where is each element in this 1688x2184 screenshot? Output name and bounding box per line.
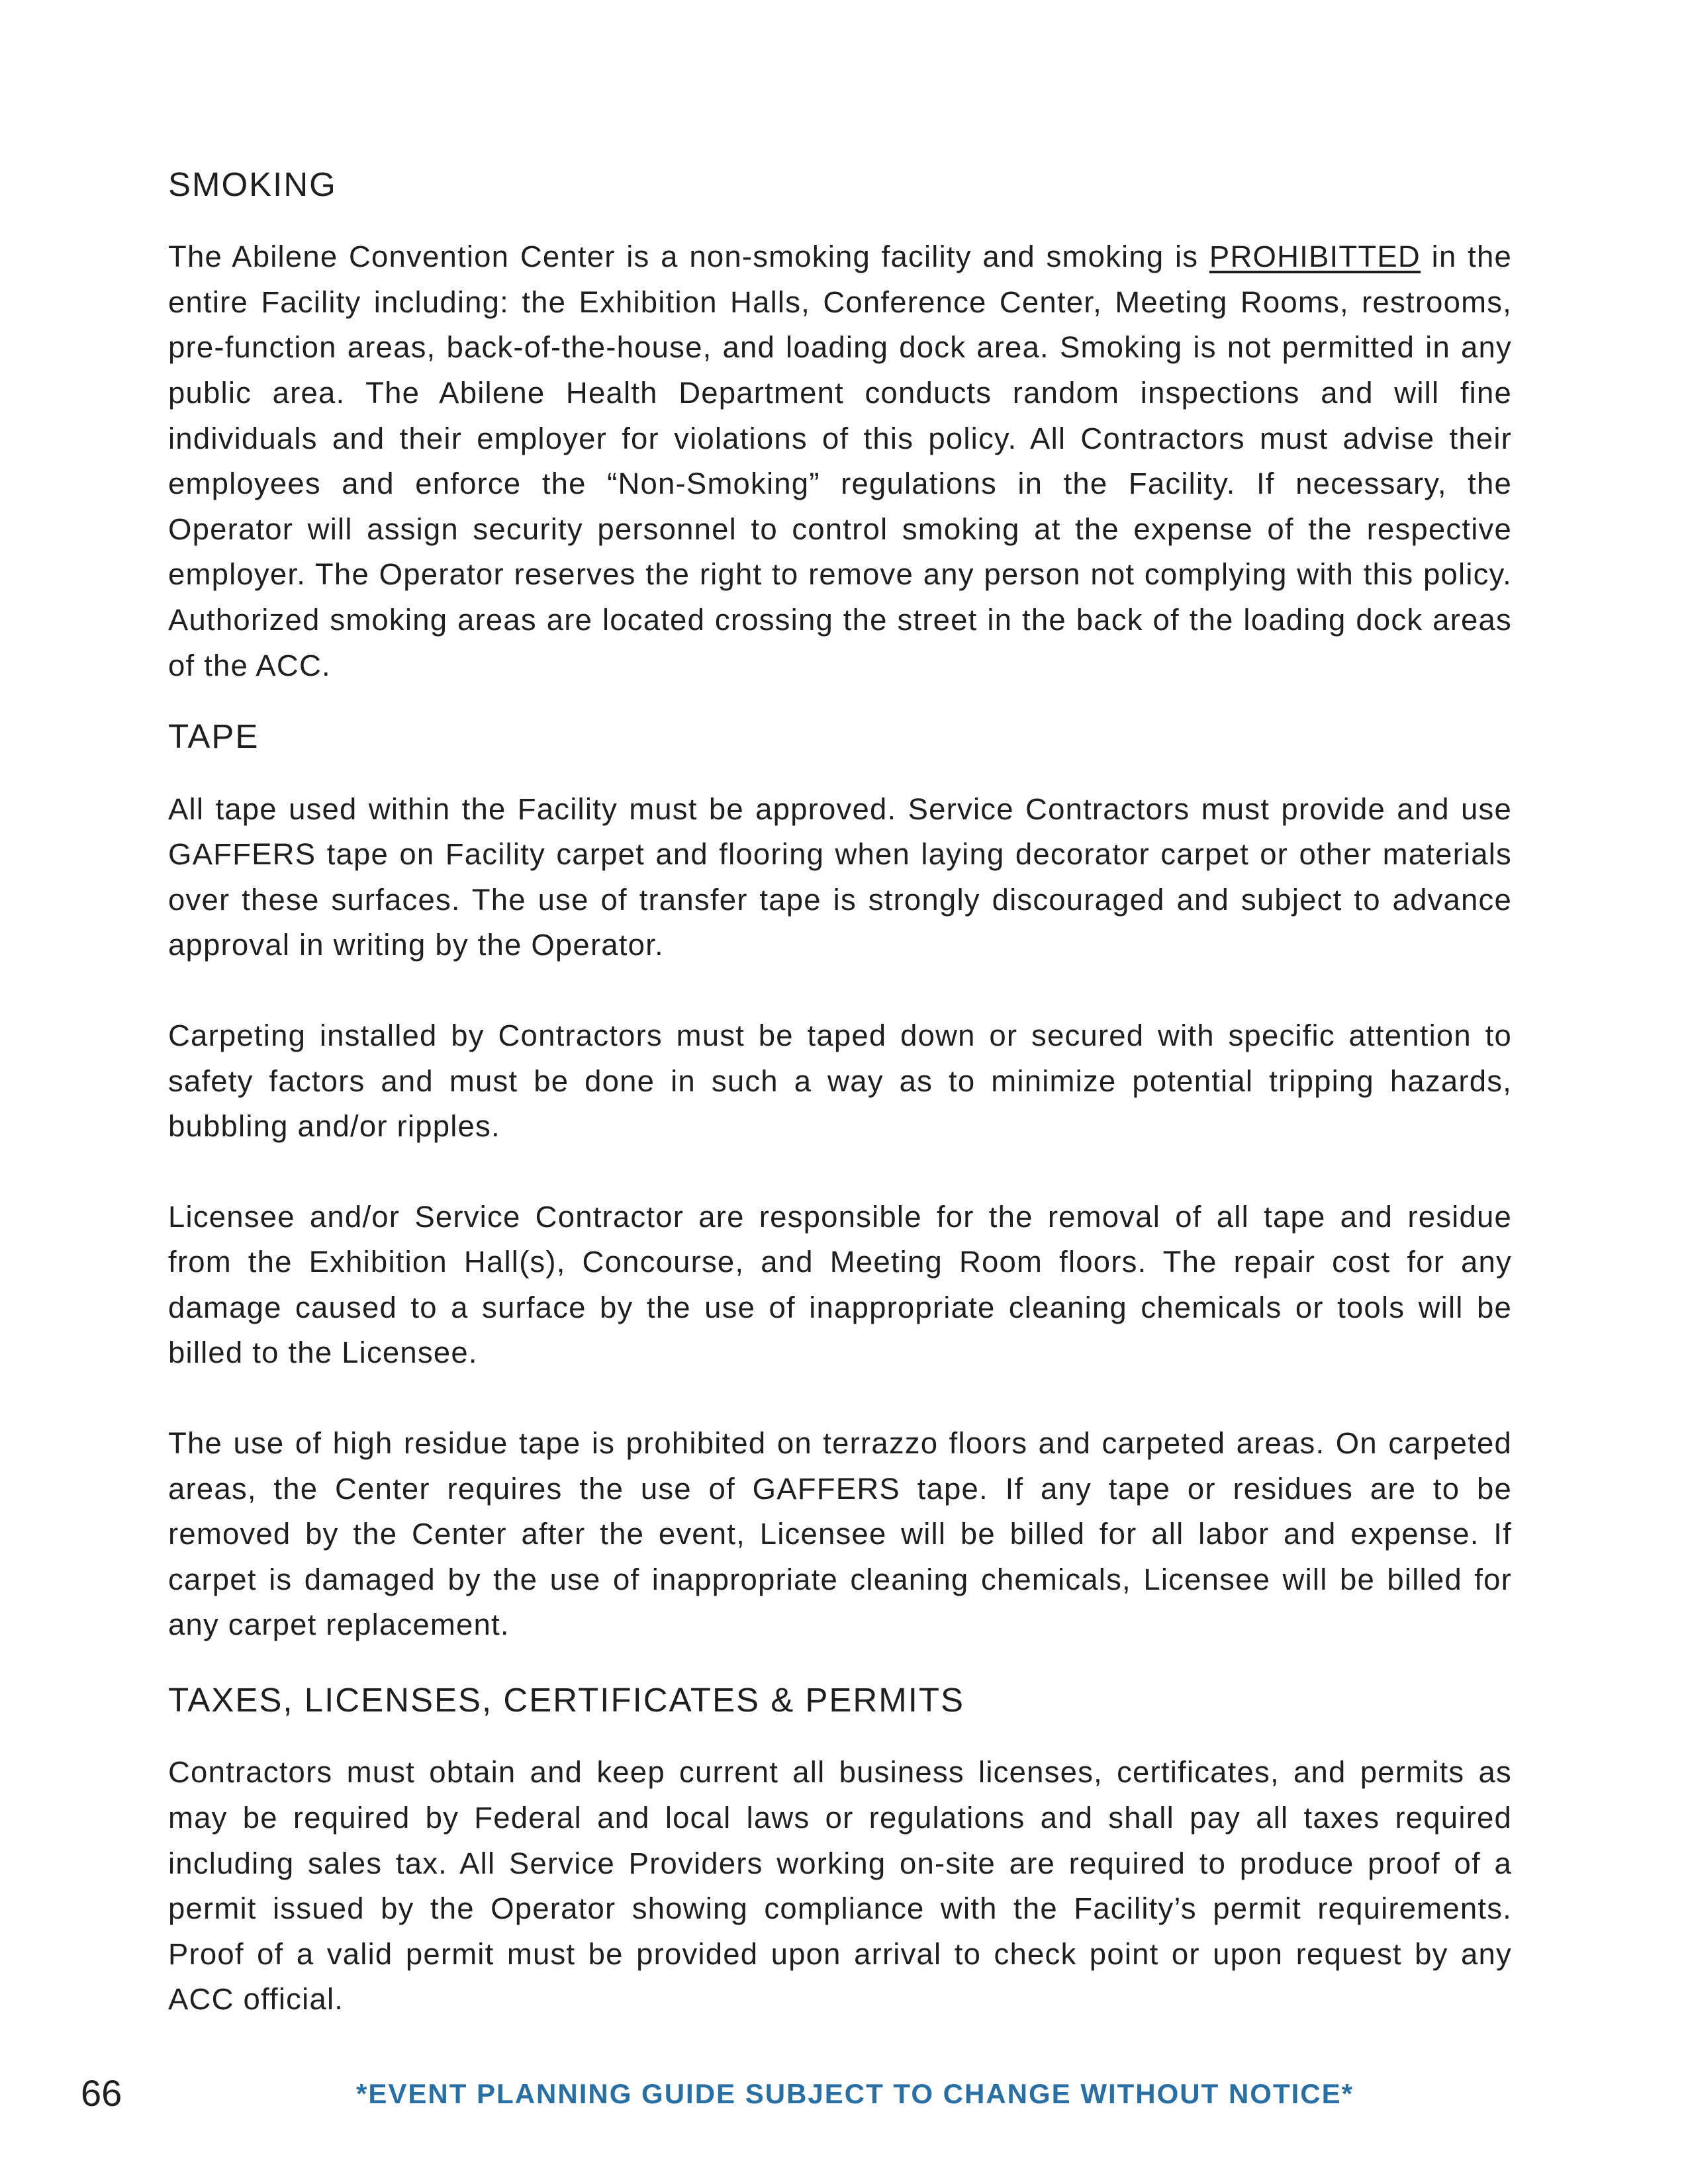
section-heading-tape: TAPE [168, 717, 259, 756]
section-heading-smoking: SMOKING [168, 165, 337, 203]
paragraph-tape-2: Carpeting installed by Contractors must be taped down or secured with specific attention to safety factors and must be done in such a way as to minimize potential tripping hazards, bubbling and/or ripples. [168, 1018, 1512, 1144]
prohibited-underlined: PROHIBITTED [1209, 240, 1421, 274]
paragraph-taxes: Contractors must obtain and keep current all business licenses, certificates, and permits as may be required by Federal and local laws or regulations and shall pay all taxes required including sales tax. All Service Providers working on-site are required to produce proof of a permit issued by the Operator showing compliance with the Facility’s permit requirements. Proof of a valid permit must be provided upon arrival to check point or upon request by any ACC official. [168, 1755, 1512, 2017]
document-body [168, 159, 1512, 2023]
smoking-text-start: The Abilene Convention Center is a non-smoking facility and smoking is [168, 240, 1209, 274]
paragraph-tape-4: The use of high residue tape is prohibited on terrazzo floors and carpeted areas. On carpeted areas, the Center requires the use of GAFFERS tape. If any tape or residues are to be removed by the Center after the event, Licensee will be billed for all labor and expense. If carpet is damaged by the use of inappropriate cleaning chemicals, Licensee will be billed for any carpet replacement. [168, 1426, 1512, 1642]
section-heading-taxes: TAXES, LICENSES, CERTIFICATES & PERMITS [168, 1681, 965, 1719]
paragraph-tape-3: Licensee and/or Service Contractor are responsible for the removal of all tape and residue from the Exhibition Hall(s), Concourse, and Meeting Room floors. The repair cost for any damage caused to a surface by the use of inappropriate cleaning chemicals or tools will be billed to the Licensee. [168, 1199, 1512, 1370]
footer-disclaimer: *EVENT PLANNING GUIDE SUBJECT TO CHANGE WITHOUT NOTICE* [356, 2078, 1354, 2109]
paragraph-smoking [168, 234, 1512, 688]
page-number: 66 [81, 2072, 122, 2114]
smoking-text-end: in the entire Facility including: the Exhibition Halls, Conference Center, Meeting Rooms, restrooms, pre-function areas, back-of-the-house, and loading dock area. Smoking is not permitted in any public area. The Abilene Health Department conducts random inspections and will fine individuals and their employer for violations of this policy. All Contractors must advise their employees and enforce the “Non-Smoking” regulations in the Facility. If necessary, the Operator will assign security personnel to control smoking at the expense of the respective employer. The Operator reserves the right to remove any person not complying with this policy. Authorized smoking areas are located crossing the street in the back of the loading dock areas of the ACC. [168, 240, 1512, 682]
paragraph-tape-1: All tape used within the Facility must be approved. Service Contractors must provide and use GAFFERS tape on Facility carpet and flooring when laying decorator carpet or other materials over these surfaces. The use of transfer tape is strongly discouraged and subject to advance approval in writing by the Operator. [168, 792, 1512, 962]
